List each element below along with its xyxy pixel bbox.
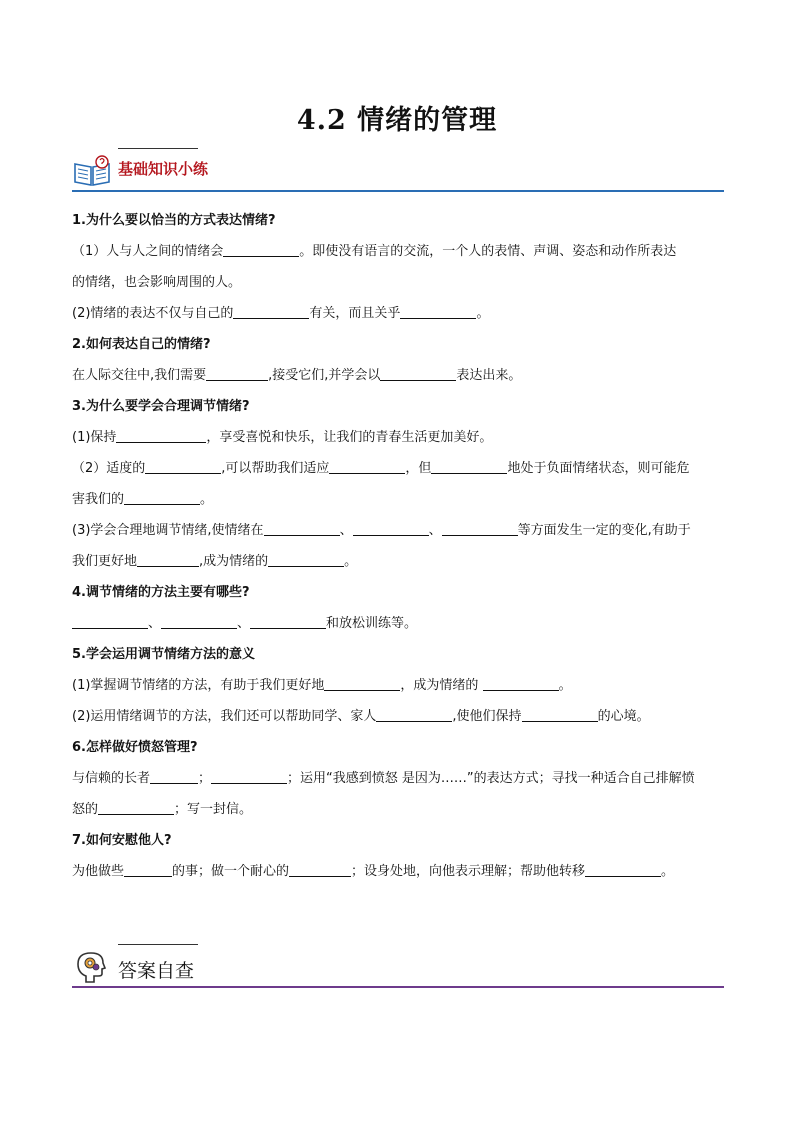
answer-blank[interactable] <box>353 521 429 536</box>
text-segment: 我们更好地 <box>72 554 138 569</box>
text-segment: 害我们的 <box>72 492 125 507</box>
answer-blank[interactable] <box>206 366 268 381</box>
answer-blank[interactable] <box>98 800 174 815</box>
answer-blank[interactable] <box>211 769 287 784</box>
text-segment: 、 <box>237 616 251 631</box>
answer-blank[interactable] <box>116 428 206 443</box>
answer-blank[interactable] <box>161 614 237 629</box>
text-segment: (3)学会合理地调节情绪,使情绪在 <box>72 523 264 538</box>
text-segment: （2）适度的 <box>72 461 146 476</box>
text-segment: ,可以帮助我们适应 <box>221 461 330 476</box>
text-segment: 等方面发生一定的变化,有助于 <box>517 523 691 538</box>
answer-blank[interactable] <box>124 490 200 505</box>
text-segment: 。即使没有语言的交流，一个人的表情、声调、姿态和动作所表达 <box>299 244 677 259</box>
question-text <box>72 298 724 329</box>
answer-blank[interactable] <box>72 614 148 629</box>
head-gears-icon <box>72 950 112 984</box>
question-text <box>72 546 724 577</box>
text-segment: 的事；做一个耐心的 <box>172 864 290 879</box>
answer-blank[interactable] <box>483 676 559 691</box>
answer-blank[interactable] <box>522 707 598 722</box>
text-segment: 的心境。 <box>597 709 650 724</box>
text-segment: ；设身处地，向他表示理解；帮助他转移 <box>351 864 586 879</box>
question-heading: 4.调节情绪的方法主要有哪些? <box>72 585 250 600</box>
question-heading: 2.如何表达自己的情绪? <box>72 337 211 352</box>
text-segment: 。 <box>476 306 490 321</box>
text-segment: 与信赖的长者 <box>72 771 151 786</box>
question-text <box>72 701 724 732</box>
text-segment: 有关，而且关乎 <box>309 306 401 321</box>
section-divider <box>72 986 724 988</box>
text-segment: ,成为情绪的 <box>199 554 269 569</box>
answer-blank[interactable] <box>145 459 221 474</box>
answer-blank[interactable] <box>400 304 476 319</box>
text-segment: 。 <box>200 492 214 507</box>
text-segment: ，享受喜悦和快乐，让我们的青春生活更加美好。 <box>206 430 493 445</box>
text-segment: (1)保持 <box>72 430 117 445</box>
text-segment: 怒的 <box>72 802 99 817</box>
text-segment: 和放松训练等。 <box>326 616 418 631</box>
question-text <box>72 763 724 794</box>
section-title: 基础知识小练 <box>118 160 209 178</box>
answer-blank[interactable] <box>137 552 199 567</box>
answer-blank[interactable] <box>289 862 351 877</box>
section-title: 答案自查 <box>118 960 195 982</box>
question-text <box>72 856 724 887</box>
text-segment: 表达出来。 <box>456 368 522 383</box>
text-segment: 、 <box>148 616 162 631</box>
page-title: 4.2 情绪的管理 <box>296 105 498 136</box>
text-segment: 在人际交往中,我们需要 <box>72 368 207 383</box>
text-segment: 。 <box>344 554 358 569</box>
answer-blank[interactable] <box>233 304 309 319</box>
question-list <box>72 205 724 887</box>
question-text <box>72 360 724 391</box>
header-accent-line <box>118 944 198 945</box>
question-text <box>72 608 724 639</box>
text-segment: 为他做些 <box>72 864 125 879</box>
text-segment: 地处于负面情绪状态，则可能危 <box>507 461 690 476</box>
text-segment: ；运用“我感到愤怒 是因为……”的表达方式；寻找一种适合自己排解愤 <box>287 771 695 786</box>
answer-blank[interactable] <box>268 552 344 567</box>
question-text <box>72 670 724 701</box>
question-text <box>72 484 724 515</box>
question-text <box>72 515 724 546</box>
text-segment: 。 <box>558 678 572 693</box>
answer-blank[interactable] <box>431 459 507 474</box>
text-segment: ；写一封信。 <box>174 802 253 817</box>
question-text <box>72 236 724 267</box>
text-segment: (2)情绪的表达不仅与自己的 <box>72 306 234 321</box>
question-text <box>72 794 724 825</box>
text-segment: 、 <box>428 523 442 538</box>
answer-blank[interactable] <box>376 707 452 722</box>
text-segment: ，但 <box>405 461 432 476</box>
answer-blank[interactable] <box>329 459 405 474</box>
section-divider <box>72 190 724 192</box>
section-header-answer-check <box>72 944 724 988</box>
header-accent-line <box>118 148 198 149</box>
text-segment: (2)运用情绪调节的方法，我们还可以帮助同学、家人 <box>72 709 377 724</box>
answer-blank[interactable] <box>324 676 400 691</box>
text-segment: 。 <box>661 864 675 879</box>
question-text <box>72 453 724 484</box>
answer-blank[interactable] <box>250 614 326 629</box>
answer-blank[interactable] <box>223 242 299 257</box>
question-heading: 6.怎样做好愤怒管理? <box>72 740 198 755</box>
answer-blank[interactable] <box>124 862 172 877</box>
book-icon <box>72 154 112 188</box>
question-heading: 7.如何安慰他人? <box>72 833 172 848</box>
text-segment: ,接受它们,并学会以 <box>268 368 381 383</box>
text-segment: (1)掌握调节情绪的方法，有助于我们更好地 <box>72 678 325 693</box>
text-segment: ,使他们保持 <box>452 709 522 724</box>
text-segment: 、 <box>339 523 353 538</box>
question-heading: 5.学会运用调节情绪方法的意义 <box>72 647 255 662</box>
answer-blank[interactable] <box>150 769 198 784</box>
text-segment: ； <box>198 771 212 786</box>
answer-blank[interactable] <box>264 521 340 536</box>
answer-blank[interactable] <box>585 862 661 877</box>
answer-blank[interactable] <box>442 521 518 536</box>
section-header-basic-practice <box>72 148 724 192</box>
question-text <box>72 422 724 453</box>
text-segment: ，成为情绪的 <box>400 678 479 693</box>
question-text: 的情绪，也会影响周围的人。 <box>72 275 242 290</box>
answer-blank[interactable] <box>380 366 456 381</box>
question-heading: 1.为什么要以恰当的方式表达情绪? <box>72 213 276 228</box>
question-heading: 3.为什么要学会合理调节情绪? <box>72 399 250 414</box>
text-segment: （1）人与人之间的情绪会 <box>72 244 224 259</box>
